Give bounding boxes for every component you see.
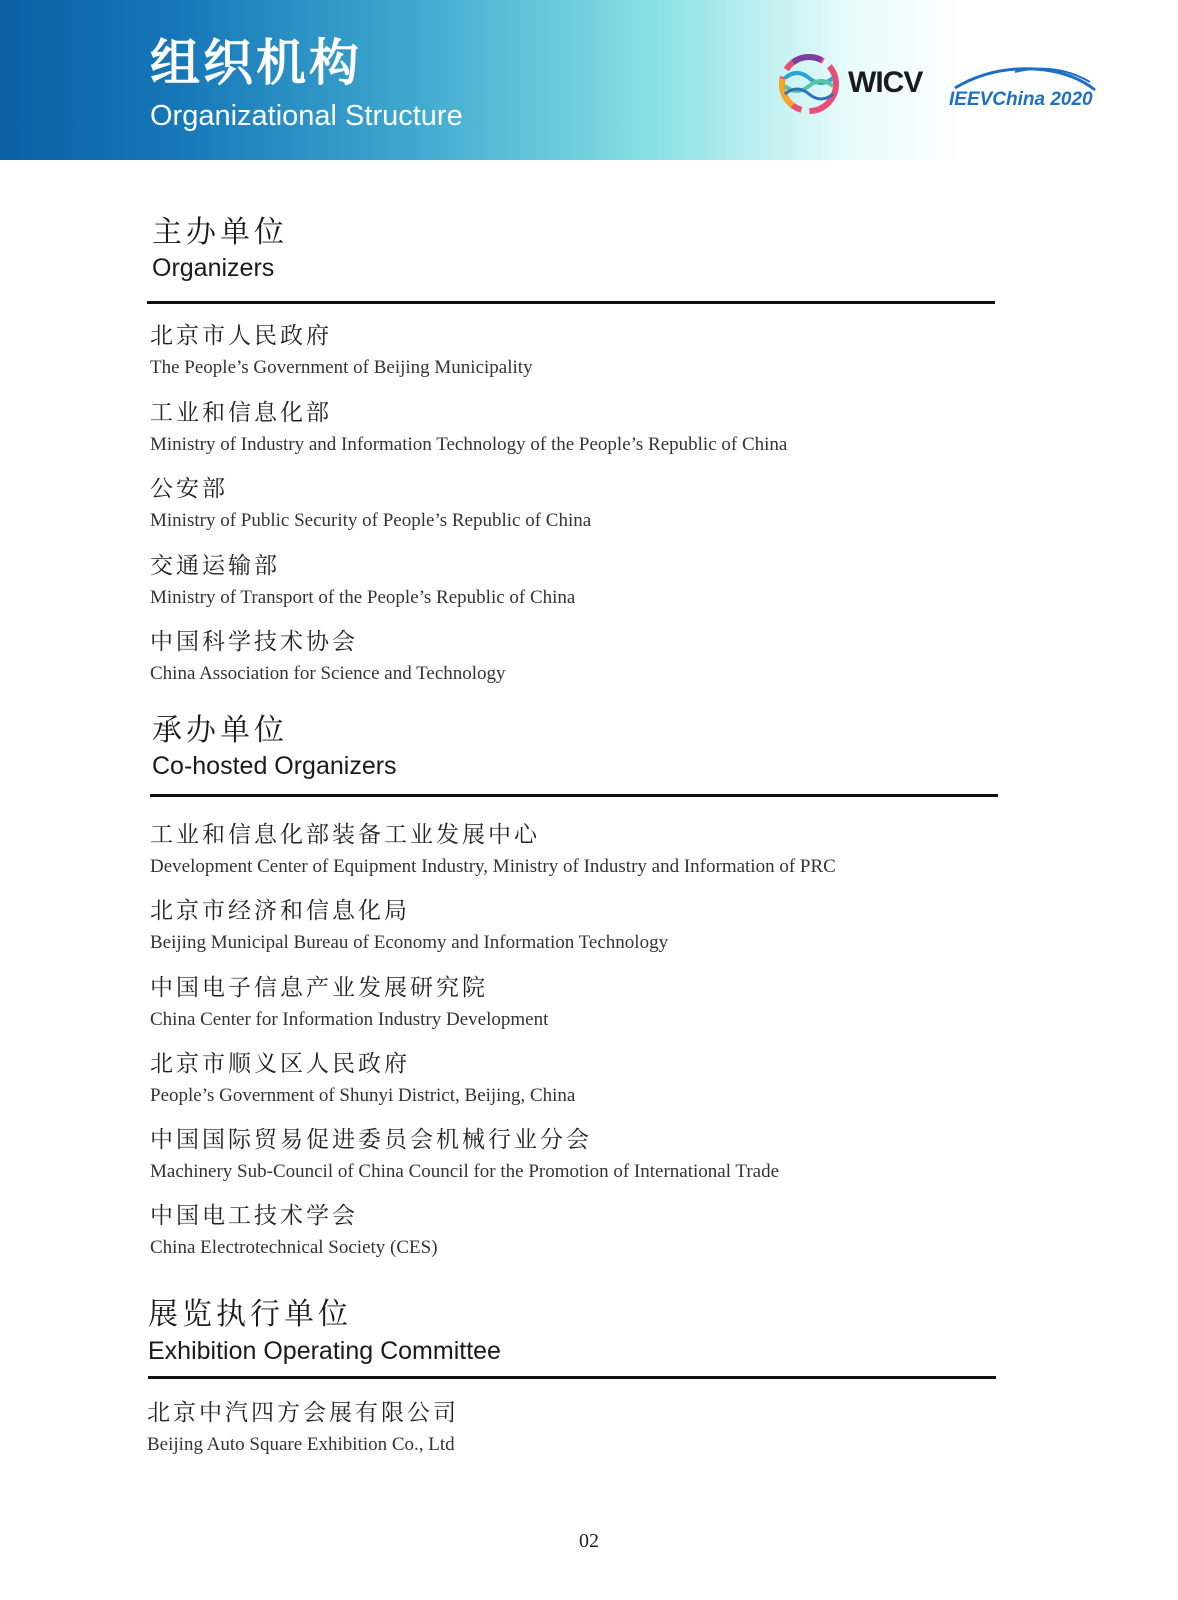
- entry-name-en: People’s Government of Shunyi District, Beijing, China: [150, 1085, 576, 1106]
- committee-entry: [147, 1402, 1047, 1454]
- cohost-entry: [150, 1129, 1050, 1181]
- entry-name-en: Development Center of Equipment Industry, Ministry of Industry and Information of PRC: [150, 856, 836, 877]
- section-divider: [147, 301, 995, 304]
- entry-name-en: China Electrotechnical Society (CES): [150, 1237, 438, 1258]
- entry-name-en: Machinery Sub-Council of China Council for the Promotion of International Trade: [150, 1161, 780, 1182]
- ieev-logo-text: IEEVChina 2020: [949, 89, 1093, 110]
- organizer-entry: [150, 631, 1050, 683]
- page-title-cn: 组织机构: [150, 34, 362, 92]
- cohost-entry: [150, 977, 1050, 1029]
- organizer-entry: [150, 555, 1050, 607]
- page-title-en: Organizational Structure: [150, 100, 463, 132]
- wicv-logo-text: WICV: [848, 66, 923, 99]
- section-heading-cohosts-cn: 承办单位: [152, 713, 288, 748]
- wicv-logo-icon: [775, 50, 843, 118]
- entry-name-cn: 交通运输部: [150, 553, 280, 579]
- organizer-entry: [150, 402, 1050, 454]
- entry-name-en: China Center for Information Industry Development: [150, 1009, 549, 1030]
- entry-name-cn: 北京市人民政府: [150, 323, 332, 349]
- organizer-entry: [150, 478, 1050, 530]
- entry-name-en: Beijing Municipal Bureau of Economy and Information Technology: [150, 932, 669, 953]
- entry-name-cn: 中国科学技术协会: [150, 629, 358, 655]
- entry-name-cn: 中国电子信息产业发展研究院: [150, 975, 488, 1001]
- entry-name-cn: 公安部: [150, 476, 228, 502]
- entry-name-cn: 北京市经济和信息化局: [150, 898, 410, 924]
- entry-name-en: China Association for Science and Technology: [150, 663, 506, 684]
- entry-name-en: Ministry of Public Security of People’s Republic of China: [150, 510, 592, 531]
- entry-name-en: Ministry of Industry and Information Technology of the People’s Republic of China: [150, 434, 788, 455]
- section-heading-committee-en: Exhibition Operating Committee: [148, 1337, 501, 1365]
- entry-name-cn: 工业和信息化部: [150, 400, 332, 426]
- cohost-entry: [150, 824, 1050, 876]
- header-banner: [0, 0, 1178, 160]
- entry-name-cn: 北京市顺义区人民政府: [150, 1051, 410, 1077]
- organizer-entry: [150, 325, 1050, 377]
- cohost-entry: [150, 1205, 1050, 1257]
- entry-name-en: Beijing Auto Square Exhibition Co., Ltd: [147, 1434, 455, 1455]
- entry-name-cn: 北京中汽四方会展有限公司: [147, 1400, 459, 1426]
- section-heading-cohosts-en: Co-hosted Organizers: [152, 752, 397, 780]
- cohost-entry: [150, 900, 1050, 952]
- page-number: 02: [579, 1530, 599, 1552]
- entry-name-cn: 中国电工技术学会: [150, 1203, 358, 1229]
- wicv-logo: [775, 50, 925, 120]
- cohost-entry: [150, 1053, 1050, 1105]
- section-heading-organizers-cn: 主办单位: [152, 215, 288, 250]
- entry-name-cn: 中国国际贸易促进委员会机械行业分会: [150, 1127, 592, 1153]
- section-heading-committee-cn: 展览执行单位: [148, 1297, 352, 1332]
- section-divider: [148, 1376, 996, 1379]
- entry-name-en: Ministry of Transport of the People’s Republic of China: [150, 587, 576, 608]
- ieev-logo: [945, 60, 1115, 120]
- section-divider: [150, 794, 998, 797]
- entry-name-cn: 工业和信息化部装备工业发展中心: [150, 822, 540, 848]
- entry-name-en: The People’s Government of Beijing Municipality: [150, 357, 533, 378]
- section-heading-organizers-en: Organizers: [152, 254, 275, 282]
